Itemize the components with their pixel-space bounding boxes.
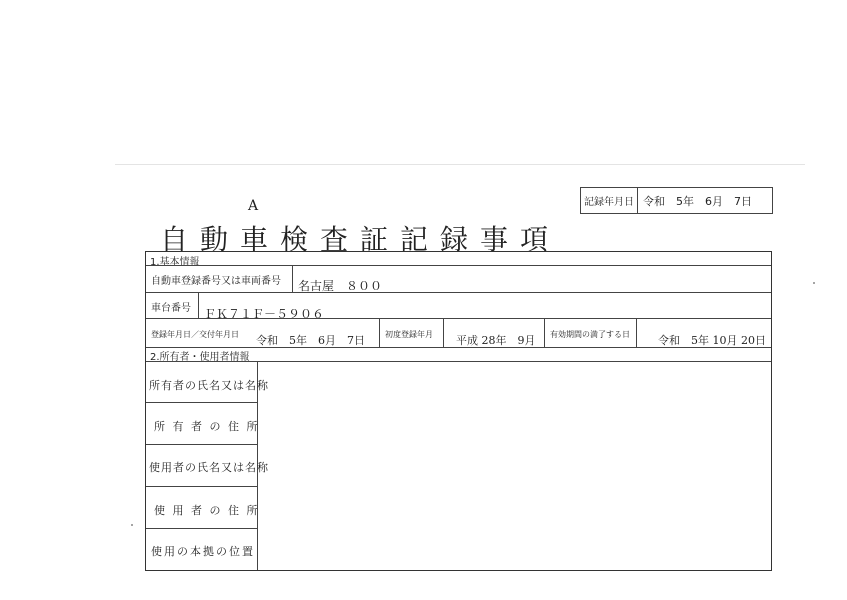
reg-number-value: 名古屋 ８００ [298,279,383,293]
divider [146,486,257,487]
document-mark: A [248,198,259,214]
first-reg-label: 初度登録年月 [385,330,433,339]
divider [146,528,257,529]
reg-number-label: 自動車登録番号又は車両番号 [151,276,281,287]
expiry-label: 有効期間の満了する日 [550,330,630,339]
divider [443,318,444,347]
divider [636,318,637,347]
divider [146,292,771,293]
divider [544,318,545,347]
owner-name-label: 所有者の氏名又は名称 [149,379,269,392]
record-date-box [580,187,773,214]
owner-address-label: 所 有 者 の 住 所 [154,420,260,433]
divider [146,402,257,403]
divider [198,292,199,318]
divider [379,318,380,347]
record-date-value: 令和 5年 6月 7日 [643,194,752,208]
reg-date-label: 登録年月日／交付年月日 [151,330,239,339]
divider [146,444,257,445]
user-address-label: 使 用 者 の 住 所 [154,504,260,517]
expiry-value: 令和 5年 10月 20日 [658,334,766,347]
divider [292,265,293,292]
first-reg-value: 平成 28年 9月 [456,334,536,347]
section2-heading: 2.所有者・使用者情報 [150,352,250,363]
record-form [145,251,772,571]
scan-speck [813,282,815,284]
record-date-label: 記録年月日 [581,188,638,213]
scan-top-edge [115,164,805,165]
divider [146,361,771,362]
user-name-label: 使用者の氏名又は名称 [149,461,269,474]
scan-speck [131,524,133,526]
chassis-value: ＦＫ７１Ｆ－５９０６ [204,307,325,321]
reg-date-value: 令和 5年 6月 7日 [256,334,365,347]
base-location-label: 使用の本拠の位置 [151,545,255,558]
section1-heading: 1.基本情報 [150,257,200,268]
document-title: 自動車検査証記録事項 [160,223,561,256]
chassis-label: 車台番号 [151,303,191,314]
divider [146,265,771,266]
divider [146,318,771,319]
